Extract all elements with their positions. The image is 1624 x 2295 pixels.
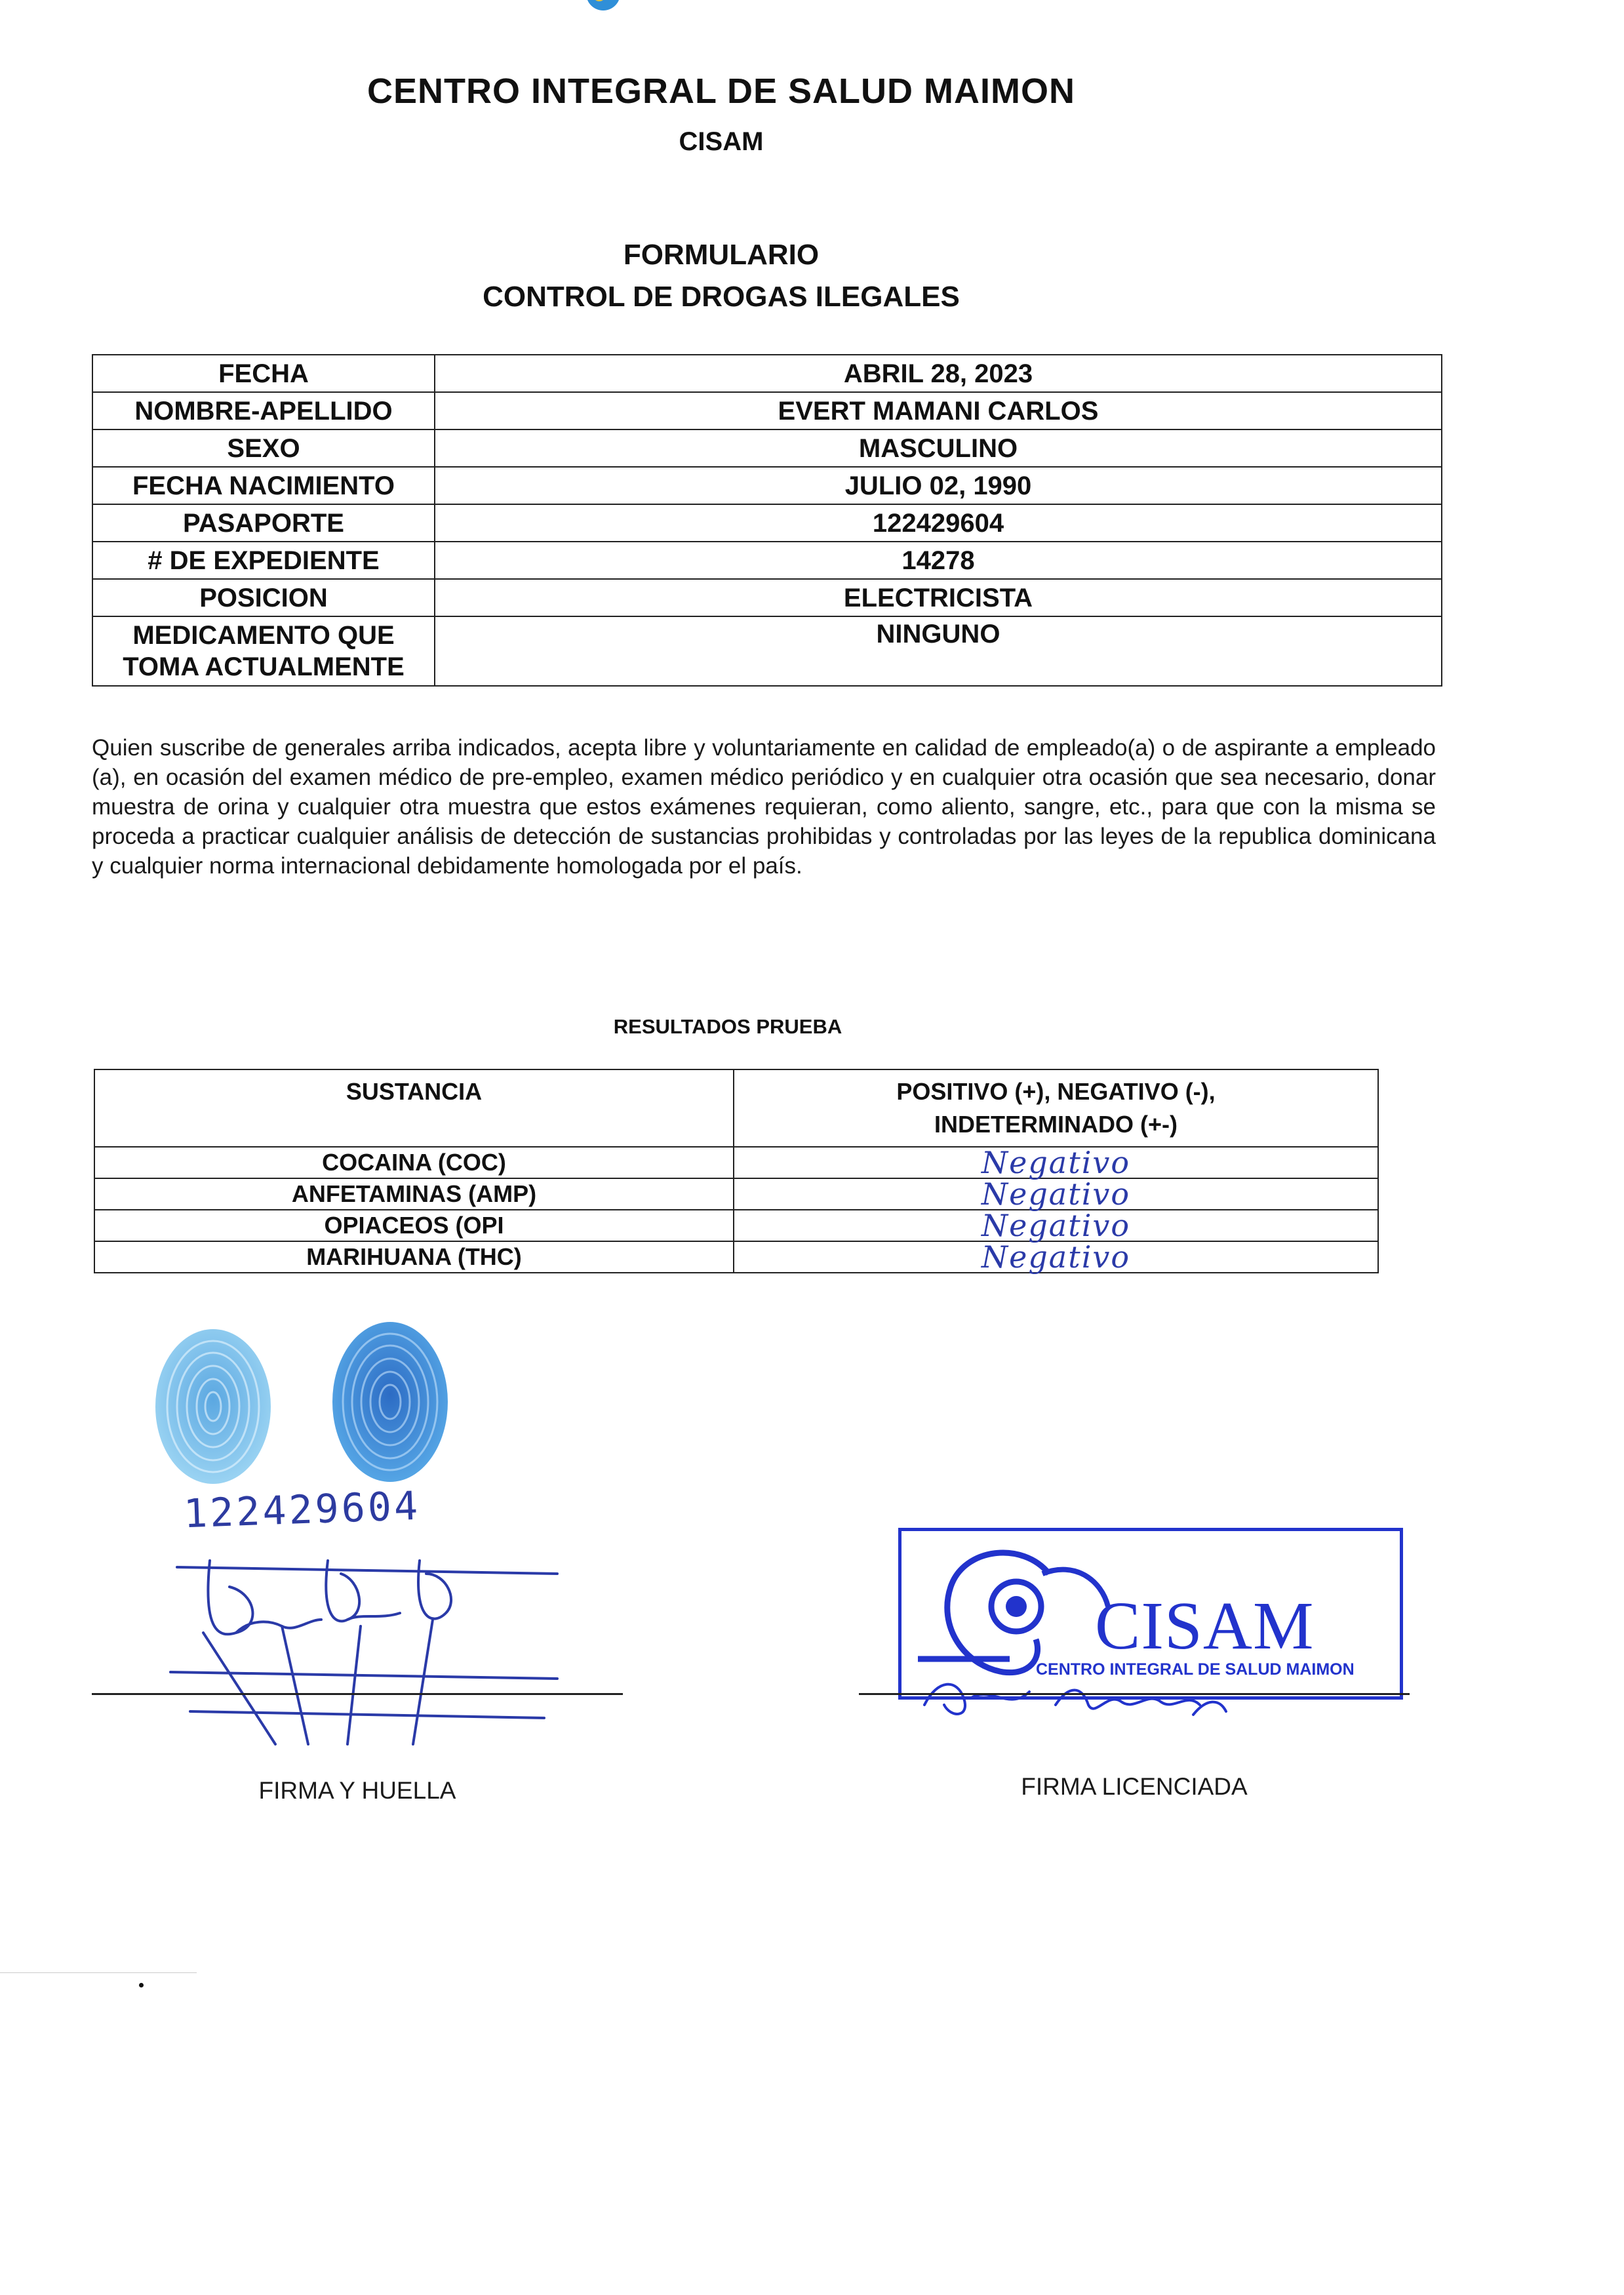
info-value: 14278 <box>435 542 1442 579</box>
info-label <box>92 616 435 686</box>
patient-info-table <box>92 354 1442 687</box>
form-title: FORMULARIO <box>623 239 820 271</box>
result-cell: Negativo <box>734 1241 1378 1273</box>
info-value: JULIO 02, 1990 <box>435 467 1442 504</box>
info-label-line: TOMA ACTUALMENTE <box>123 652 405 681</box>
info-label-line: MEDICAMENTO QUE <box>132 621 395 650</box>
info-value: MASCULINO <box>435 429 1442 467</box>
results-header-row <box>94 1069 1378 1147</box>
result-cell: Negativo <box>734 1210 1378 1241</box>
stamp-name: CISAM <box>1095 1588 1315 1664</box>
info-row <box>92 616 1442 686</box>
info-value: 122429604 <box>435 504 1442 542</box>
organization-abbreviation: CISAM <box>679 127 764 156</box>
result-cell: Negativo <box>734 1147 1378 1178</box>
info-row <box>92 429 1442 467</box>
info-row <box>92 504 1442 542</box>
info-row <box>92 467 1442 504</box>
column-header-result <box>734 1069 1378 1147</box>
info-row <box>92 542 1442 579</box>
column-header-result-line: POSITIVO (+), NEGATIVO (-), <box>896 1078 1216 1105</box>
caption-firma-huella: FIRMA Y HUELLA <box>258 1777 456 1804</box>
info-label: PASAPORTE <box>92 504 435 542</box>
table-row <box>94 1210 1378 1241</box>
organization-name: CENTRO INTEGRAL DE SALUD MAIMON <box>367 71 1075 111</box>
info-label: POSICION <box>92 579 435 616</box>
info-label: FECHA NACIMIENTO <box>92 467 435 504</box>
info-row <box>92 392 1442 429</box>
substance-cell: MARIHUANA (THC) <box>94 1241 734 1273</box>
info-value: EVERT MAMANI CARLOS <box>435 392 1442 429</box>
column-header-substance: SUSTANCIA <box>94 1069 734 1147</box>
info-label: # DE EXPEDIENTE <box>92 542 435 579</box>
signature-right-image <box>911 1666 1252 1725</box>
scan-artifact-line <box>0 1972 197 1973</box>
table-row <box>94 1178 1378 1210</box>
table-row <box>94 1147 1378 1178</box>
top-logo-fragment <box>577 0 629 20</box>
results-title: RESULTADOS PRUEBA <box>613 1015 842 1038</box>
info-row <box>92 579 1442 616</box>
stamp-subtitle: CENTRO INTEGRAL DE SALUD MAIMON <box>1036 1660 1355 1679</box>
handwritten-passport-number: 122429604 <box>182 1483 422 1538</box>
substance-cell: ANFETAMINAS (AMP) <box>94 1178 734 1210</box>
info-value: ELECTRICISTA <box>435 579 1442 616</box>
result-cell: Negativo <box>734 1178 1378 1210</box>
signature-line-right <box>859 1693 1410 1695</box>
consent-paragraph: Quien suscribe de generales arriba indicados, acepta libre y voluntariamente en calidad de empleado(a) o de aspirante a empleado (a), en ocasión del examen médico de pre-empleo, examen médico periódico y en cualquier otra ocasión que sea necesario, donar muestra de orina y cualquier otra muestra que estos exámenes requieran, como aliento, sangre, etc., para que con la misma se proceda a practicar cualquier análisis de detección de sustancias prohibidas y controladas por las leyes de la republica dominicana y cualquier norma internacional debidamente homologada por el país. <box>92 735 1436 879</box>
scan-speck <box>139 1983 144 1987</box>
results-table <box>94 1069 1379 1273</box>
fingerprint-right-image <box>328 1318 452 1485</box>
caption-firma-licenciada: FIRMA LICENCIADA <box>1021 1773 1248 1800</box>
info-value: ABRIL 28, 2023 <box>435 355 1442 392</box>
signature-left-image <box>151 1547 577 1751</box>
table-row <box>94 1241 1378 1273</box>
info-label: FECHA <box>92 355 435 392</box>
form-subtitle: CONTROL DE DROGAS ILEGALES <box>483 281 960 313</box>
info-row <box>92 355 1442 392</box>
signature-line-left <box>92 1693 623 1695</box>
substance-cell: OPIACEOS (OPI <box>94 1210 734 1241</box>
column-header-result-line: INDETERMINADO (+-) <box>934 1111 1178 1138</box>
info-label: SEXO <box>92 429 435 467</box>
substance-cell: COCAINA (COC) <box>94 1147 734 1178</box>
info-label: NOMBRE-APELLIDO <box>92 392 435 429</box>
fingerprint-left-image <box>151 1325 275 1488</box>
info-value: NINGUNO <box>435 616 1442 686</box>
